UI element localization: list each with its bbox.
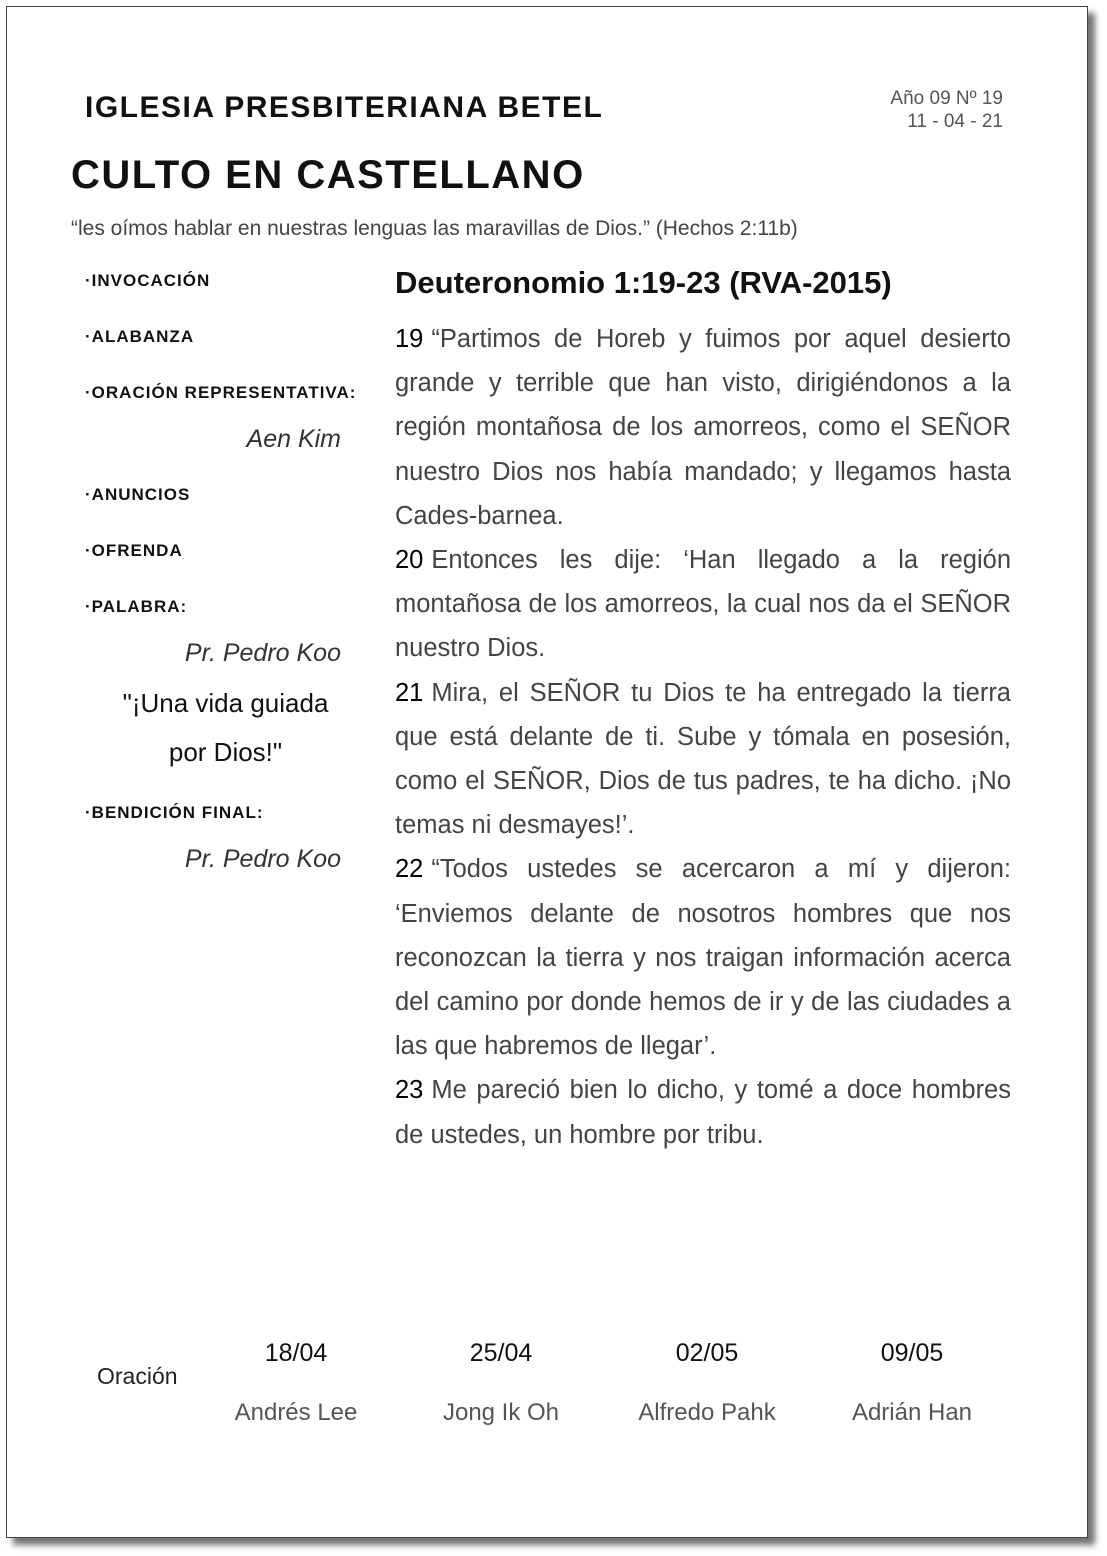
prayer-name: Andrés Lee — [234, 1399, 358, 1426]
verse-number: 23 — [395, 1076, 424, 1105]
issue-number: Año 09 Nº 19 — [890, 88, 1003, 109]
service-title: CULTO EN CASTELLANO — [71, 153, 585, 197]
order-ofrenda: ·OFRENDA — [85, 541, 183, 560]
prayer-date: 09/05 — [880, 1339, 944, 1367]
verse — [395, 317, 1011, 538]
motto-verse: “les oímos hablar en nuestras lenguas las maravillas de Dios.” (Hechos 2:11b) — [71, 217, 798, 240]
bendicion-person: Pr. Pedro Koo — [184, 845, 341, 873]
oracion-person: Aen Kim — [246, 425, 341, 453]
church-name: IGLESIA PRESBITERIANA BETEL — [85, 91, 604, 124]
verse-number: 22 — [395, 855, 424, 884]
order-anuncios: ·ANUNCIOS — [85, 485, 191, 504]
prayer-name: Alfredo Pahk — [638, 1399, 776, 1426]
verse-text: “Todos ustedes se acercaron a mí y dijeron: ‘Enviemos delante de nosotros hombres que nos reconozcan la tierra y nos traigan información acerca del camino por donde hemos de ir y de las ciudades a las que habremos de llegar’. — [395, 855, 1011, 1061]
verse-number: 20 — [395, 546, 424, 575]
verse — [395, 847, 1011, 1068]
verse — [395, 538, 1011, 671]
verse-text: Entonces les dije: ‘Han llegado a la región montañosa de los amorreos, la cual nos da el SEÑOR nuestro Dios. — [395, 546, 1011, 663]
prayer-date: 18/04 — [264, 1339, 328, 1367]
prayer-name: Jong Ik Oh — [442, 1399, 560, 1426]
verse — [395, 1068, 1011, 1156]
issue-date: 11 - 04 - 21 — [907, 111, 1003, 132]
order-oracion: ·ORACIÓN REPRESENTATIVA: — [85, 383, 357, 402]
verse-text: Me pareció bien lo dicho, y tomé a doce hombres de ustedes, un hombre por tribu. — [395, 1076, 1011, 1149]
bulletin-page — [6, 6, 1088, 1538]
passage-text — [395, 317, 1011, 1157]
sermon-title — [103, 679, 348, 777]
order-invocacion: ·INVOCACIÓN — [85, 271, 211, 290]
verse-number: 21 — [395, 678, 424, 707]
sermon-title-line1: "¡Una vida guiada — [122, 688, 329, 718]
order-alabanza: ·ALABANZA — [85, 327, 195, 346]
verse-text: Mira, el SEÑOR tu Dios te ha entregado la tierra que está delante de ti. Sube y tómala en posesión, como el SEÑOR, Dios de tus padres, te ha dicho. ¡No temas ni desmayes!’. — [395, 678, 1011, 840]
issue-info — [890, 87, 1003, 133]
order-palabra: ·PALABRA: — [85, 597, 188, 616]
sermon-title-line2: por Dios!" — [168, 737, 283, 767]
verse — [395, 671, 1011, 848]
palabra-person: Pr. Pedro Koo — [184, 639, 341, 667]
prayer-name: Adrián Han — [851, 1399, 973, 1426]
prayer-date: 25/04 — [469, 1339, 533, 1367]
prayer-label: Oración — [97, 1363, 178, 1389]
verse-text: “Partimos de Horeb y fuimos por aquel desierto grande y terrible que han visto, dirigiéndonos a la región montañosa de los amorreos, como el SEÑOR nuestro Dios nos había mandado; y llegamos hasta Cades-barnea. — [395, 325, 1011, 530]
order-bendicion: ·BENDICIÓN FINAL: — [85, 803, 264, 822]
passage-reference: Deuteronomio 1:19-23 (RVA-2015) — [395, 265, 892, 300]
verse-number: 19 — [395, 325, 424, 353]
prayer-date: 02/05 — [675, 1339, 739, 1367]
